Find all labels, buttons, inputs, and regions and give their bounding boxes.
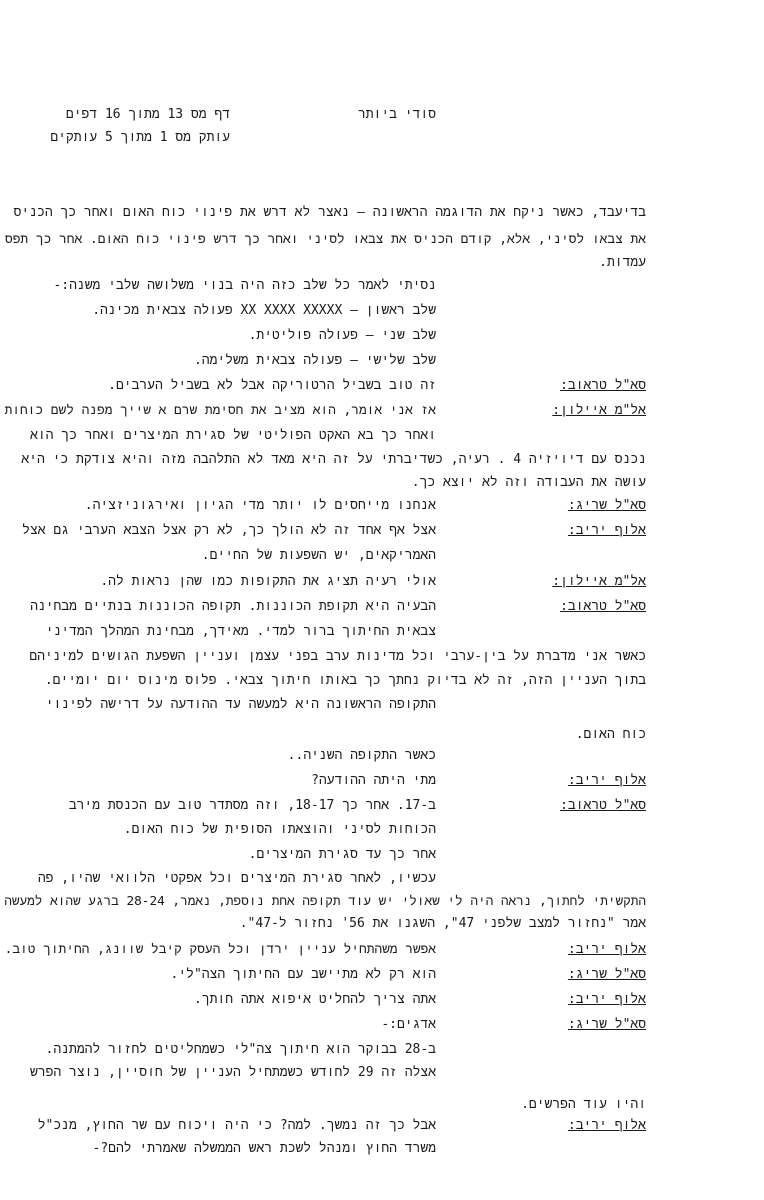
dialogue-line: והיו עוד הפרשים.	[521, 1097, 646, 1112]
dialogue-line: צבאית החיתוך ברור למדי. מאידך, מבחינת המהלך המדיני	[45, 624, 436, 639]
speaker-yariv: אלוף יריב:	[567, 942, 646, 957]
dialogue-line: ב-28 בבוקר הוא חיתוך צה"לי כשמחליטים לחזור להמתנה.	[45, 1042, 436, 1057]
dialogue-line: התקופה הראשונה היא למעשה עד ההודעה על דרישה לפינוי	[45, 697, 436, 712]
dialogue-line: עושה את העבודה וזה לא יוצא כך.	[411, 475, 646, 490]
speaker-sarig: סא"ל שריג:	[567, 498, 646, 513]
page-count-line: דף מס 13 מתוך 16 דפים	[65, 107, 230, 122]
dialogue-line: אז אני אומר, הוא מציב את חסימת שרם א שייך מפנה לשם כוחות	[4, 403, 436, 418]
dialogue-line: כאשר אני מדברת על בין-ערבי וכל מדינות ערב בפני עצמן ועניין השפעת הגושים למיניהם	[29, 649, 646, 664]
dialogue-line: בתוך העניין הזה, זה לא בדיוק נחתך כך באותו חיתוך צבאי. פלוס מינוס יום יומיים.	[44, 673, 646, 688]
speaker-ayalon: אל"מ איילון:	[552, 403, 646, 418]
dialogue-line: אמר "נחזור למצב שלפני 47", השגנו את 56' נחזור ל-47".	[239, 916, 646, 931]
dialogue-line: אצל אף אחד זה לא הולך כך, לא רק אצל הצבא הערבי גם אצל	[22, 523, 436, 538]
dialogue-line: התקשיתי לחתוך, נראה היה לי שאולי יש עוד תקופה אחת נוספת, נאמר, 28-24 ברגע שהוא למעשה	[4, 893, 646, 908]
dialogue-line: הכוחות לסיני והוצאתו הסופית של כוח האום.	[123, 822, 436, 837]
dialogue-line: הוא רק לא מתיישב עם החיתוך הצה"לי.	[170, 967, 436, 982]
dialogue-line: הבעיה היא תקופת הכוננות. תקופה הכוננות בנתיים מבחינה	[30, 599, 436, 614]
stage-2: שלב שני – פעולה פוליטית.	[248, 328, 436, 343]
intro-line-1: בדיעבד, כאשר ניקח את הדוגמה הראשונה – נאצר לא דרש את פינוי כוח האום ואחר כך הכניס	[13, 205, 646, 220]
speaker-sarig: סא"ל שריג:	[567, 1017, 646, 1032]
dialogue-line: אפשר משהתחיל עניין ירדן וכל העסק קיבל שוונג, החיתוך טוב.	[4, 942, 436, 957]
speaker-sarig: סא"ל שריג:	[567, 967, 646, 982]
stages-intro: נסיתי לאמר כל שלב כזה היה בנוי משלושה שלבי משנה:-	[53, 278, 436, 293]
speaker-ayalon: אל"מ איילון:	[552, 574, 646, 589]
dialogue-line: זה טוב בשביל הרטוריקה אבל לא בשביל הערבים.	[108, 378, 436, 393]
stage-3: שלב שלישי – פעולה צבאית משלימה.	[193, 353, 436, 368]
dialogue-line: אולי רעיה תציג את התקופות כמו שהן נראות לה.	[100, 574, 436, 589]
speaker-yariv: אלוף יריב:	[567, 992, 646, 1007]
speaker-traub: סא"ל טראוב:	[560, 378, 646, 393]
dialogue-line: ב-17. אחר כך 18-17, וזה מסתדר טוב עם הכנסת מירב	[68, 798, 436, 813]
speaker-yariv: אלוף יריב:	[567, 523, 646, 538]
dialogue-line: אבל כך זה נמשך. למה? כי היה ויכוח עם שר החוץ, מנכ"ל	[37, 1118, 436, 1133]
dialogue-line: מתי היתה ההודעה?	[311, 773, 436, 788]
intro-line-2: את צבאו לסיני, אלא, קודם הכניס את צבאו לסיני ואחר כך דרש פינוי כוח האום. אחר כך תפס	[4, 232, 646, 247]
dialogue-line: עכשיו, לאחר סגירת המיצרים וכל אפקטי הלוואי שהיו, פה	[37, 871, 436, 886]
stage-1: שלב ראשון – XX XXXX XXXXX פעולה צבאית מכינה.	[92, 303, 436, 318]
speaker-yariv: אלוף יריב:	[567, 773, 646, 788]
dialogue-line: אתה צריך להחליט איפוא אתה חותך.	[194, 992, 436, 1007]
dialogue-line: נכנס עם דיויזיה 4 . רעיה, כשדיברתי על זה היא מאד לא התלהבה מזה והיא צודקת כי היא	[21, 452, 646, 467]
speaker-yariv: אלוף יריב:	[567, 1118, 646, 1133]
dialogue-line: משרד החוץ ומנהל לשכת ראש הממשלה שאמרתי להם?-	[92, 1141, 436, 1156]
copy-count-line: עותק מס 1 מתוך 5 עותקים	[50, 130, 230, 145]
dialogue-line: אדגים:-	[381, 1017, 436, 1032]
dialogue-line: האמריקאים, יש השפעות של החיים.	[201, 548, 436, 563]
dialogue-line: אחר כך עד סגירת המיצרים.	[248, 847, 436, 862]
dialogue-line: כוח האום.	[575, 727, 646, 742]
intro-line-3: עמדות.	[599, 255, 646, 270]
classification-label: סודי ביותר	[357, 107, 436, 122]
speaker-traub: סא"ל טראוב:	[560, 599, 646, 614]
dialogue-line: אנחנו מייחסים לו יותר מדי הגיון ואירגוניזציה.	[84, 498, 436, 513]
dialogue-line: ואחר כך בא האקט הפוליטי של סגירת המיצרים ואחר כך הוא	[30, 428, 436, 443]
dialogue-line: אצלה זה 29 לחודש כשמתחיל העניין של חוסיין, נוצר הפרש	[30, 1065, 436, 1080]
dialogue-line: כאשר התקופה השניה..	[287, 748, 436, 763]
speaker-traub: סא"ל טראוב:	[560, 798, 646, 813]
